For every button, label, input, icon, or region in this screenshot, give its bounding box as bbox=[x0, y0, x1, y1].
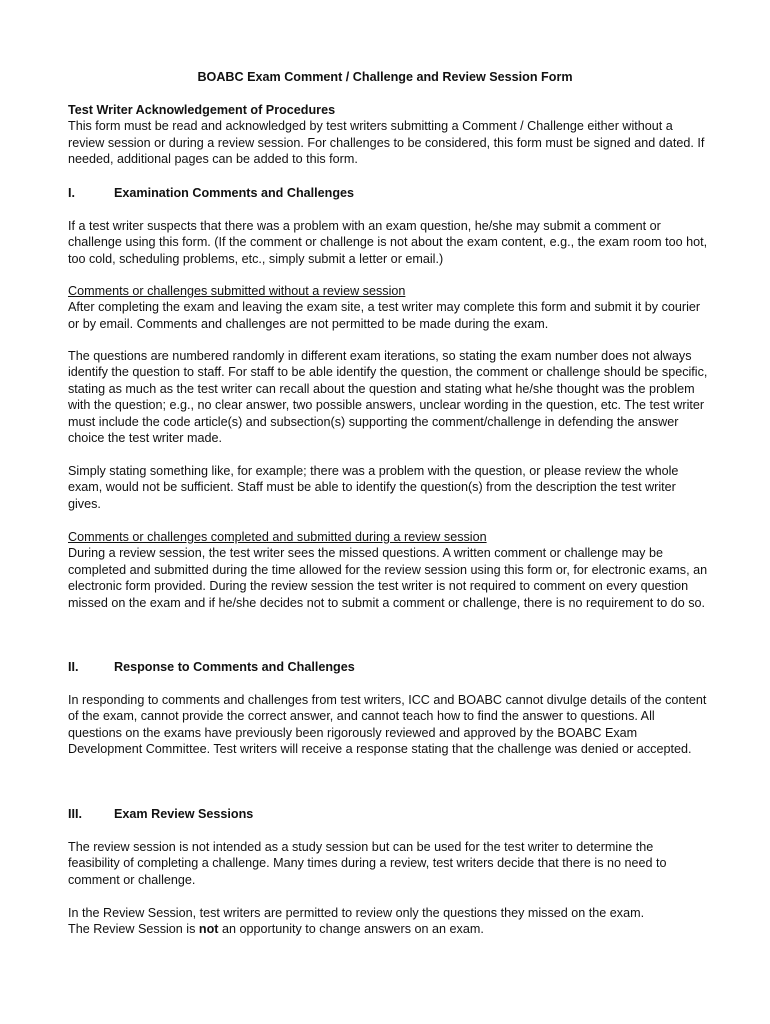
section-1-paragraph-2: The questions are numbered randomly in different exam iterations, so stating the exam number does not always identify the question to staff. For staff to be able identify the question, the comment or challenge should be specific, stating as much as the test writer can recall about the question and stating what he/she thought was the problem with the question; e.g., no clear answer, two possible answers, unclear wording in the question, etc. The test writer must include the code article(s) and subsection(s) supporting the comment/challenge in defending the answer choice the test writer made. bbox=[68, 349, 708, 446]
acknowledgement-heading: Test Writer Acknowledgement of Procedures bbox=[68, 103, 336, 117]
subsection-without-review bbox=[68, 283, 708, 332]
section-1-heading bbox=[68, 185, 708, 201]
subsection-during-review-heading: Comments or challenges completed and submitted during a review session bbox=[68, 530, 487, 544]
section-2-number: II. bbox=[68, 660, 79, 674]
section-3-title: Exam Review Sessions bbox=[114, 807, 254, 821]
section-2-paragraph-1: In responding to comments and challenges from test writers, ICC and BOABC cannot divulge details of the content of the exam, cannot provide the correct answer, and cannot teach how to find the answer to questions. All questions on the exams have previously been rigorously reviewed and approved by the BOABC Exam Development Committee. Test writers will receive a response stating that the challenge was denied or accepted. bbox=[68, 693, 707, 757]
acknowledgement-block bbox=[68, 102, 708, 168]
subsection-during-review-body: During a review session, the test writer sees the missed questions. A written comment or challenge may be completed and submitted during the time allowed for the review session using this form or, for electronic exams, an electronic form provided. During the review session the test writer is not required to comment on every question missed on the exam and if he/she decides not to submit a comment or challenge, there is no requirement to do so. bbox=[68, 546, 708, 610]
review-session-post: an opportunity to change answers on an exam. bbox=[218, 922, 484, 937]
section-3-paragraph-2-line-1: In the Review Session, test writers are permitted to review only the questions they missed on the exam. bbox=[68, 906, 645, 920]
document-title: BOABC Exam Comment / Challenge and Review Session Form bbox=[197, 70, 573, 84]
acknowledgement-body: This form must be read and acknowledged by test writers submitting a Comment / Challenge either without a review session or during a review session. For challenges to be considered, this form must be signed and dated. If needed, additional pages can be added to this form. bbox=[68, 119, 705, 167]
section-1-paragraph-3: Simply stating something like, for example; there was a problem with the question, or please review the whole exam, would not be sufficient. Staff must be able to identify the question(s) from the description the test writer gives. bbox=[68, 464, 679, 511]
review-session-not-emphasis: not bbox=[198, 922, 219, 937]
section-3-paragraph-1: The review session is not intended as a study session but can be used for the test writer to determine the feasibility of completing a challenge. Many times during a review, test writers decide that there is no need to comment or challenge. bbox=[68, 840, 667, 887]
section-1-paragraph-1: If a test writer suspects that there was a problem with an exam question, he/she may submit a comment or challenge using this form. (If the comment or challenge is not about the exam content, e.g., the exam room too hot, too cold, scheduling problems, etc., simply submit a letter or email.) bbox=[68, 219, 708, 266]
section-3-number: III. bbox=[68, 807, 82, 821]
section-2-title: Response to Comments and Challenges bbox=[114, 660, 355, 674]
subsection-during-review bbox=[68, 529, 708, 611]
review-session-pre: The Review Session is bbox=[68, 922, 199, 937]
section-1-number: I. bbox=[68, 186, 75, 200]
section-3-paragraph-2-line-2 bbox=[68, 921, 708, 937]
section-3-heading bbox=[68, 806, 708, 822]
section-1-title: Examination Comments and Challenges bbox=[114, 186, 355, 200]
subsection-without-review-heading: Comments or challenges submitted without a review session bbox=[68, 284, 406, 298]
section-2-heading bbox=[68, 659, 708, 675]
section-3-paragraph-2 bbox=[68, 905, 708, 938]
subsection-without-review-body: After completing the exam and leaving the exam site, a test writer may complete this form and submit it by courier or by email. Comments and challenges are not permitted to be made during the exam. bbox=[68, 300, 701, 331]
